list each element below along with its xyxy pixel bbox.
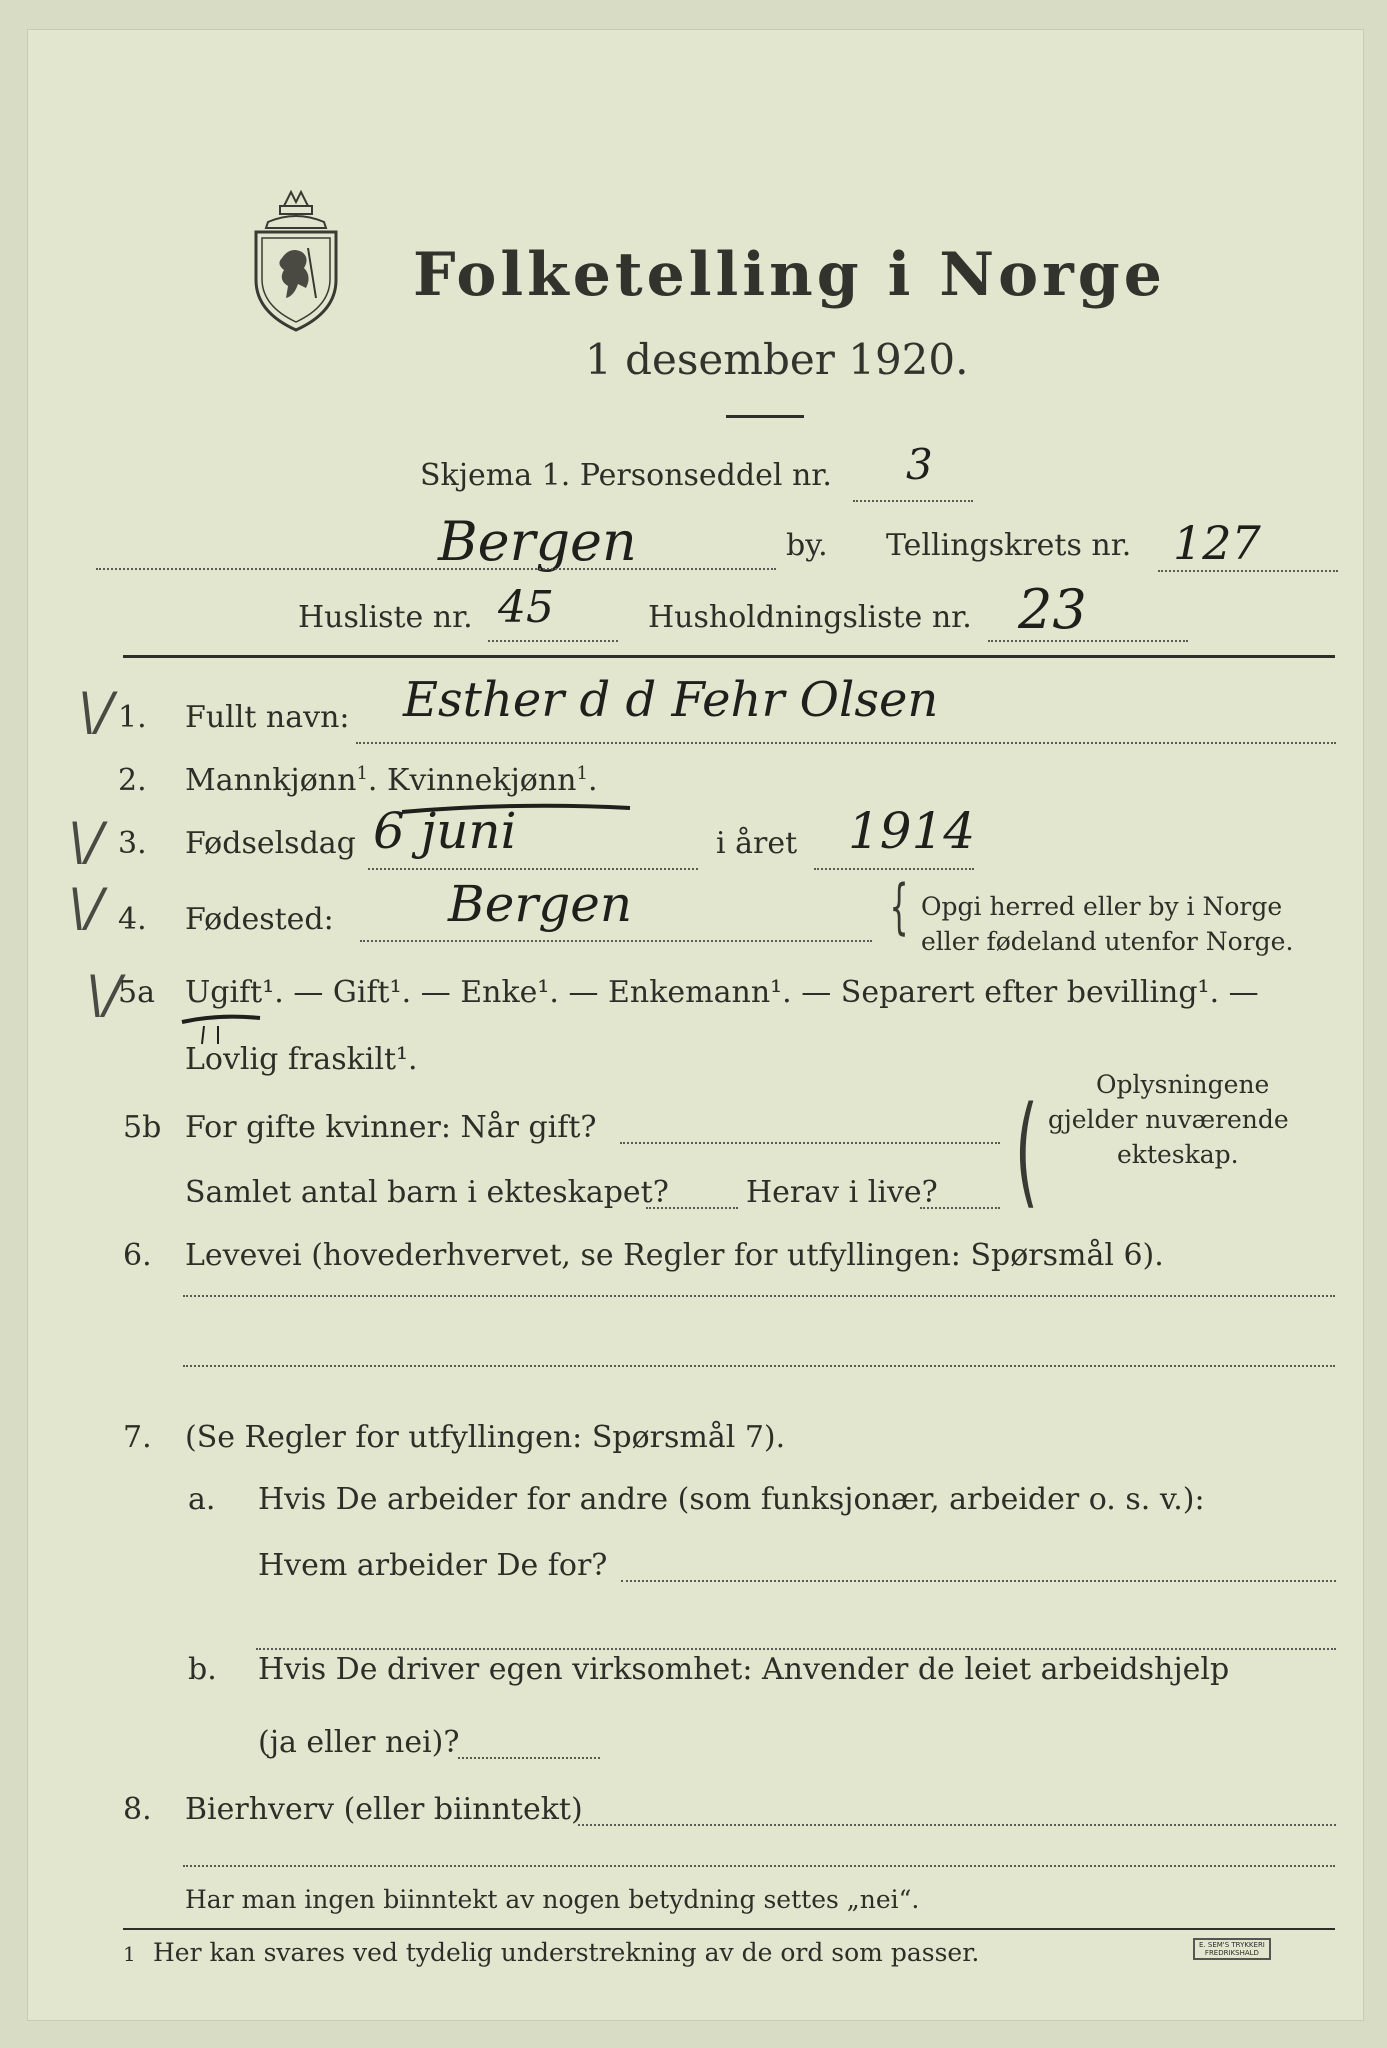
q3-label: Fødselsdag [185,826,356,861]
biinntekt-note: Har man ingen biinntekt av nogen betydning settes „nei“. [185,1885,920,1914]
husliste-number: 45 [498,582,554,633]
census-date: 1 desember 1920. [585,335,969,384]
q4-label: Fødested: [185,902,334,937]
checkmark-icon: \/ [78,682,114,742]
husholdning-number: 23 [1018,578,1087,641]
q7-number: 7. [123,1420,152,1455]
schema-number-line [853,500,973,502]
q6-label: Levevei (hovederhvervet, se Regler for utfyllingen: Spørsmål 6). [185,1238,1164,1273]
husholdning-line [988,640,1188,642]
q4-number: 4. [118,902,147,937]
husholdning-label: Husholdningsliste nr. [648,600,972,635]
q5b-note-line1: Oplysningene [1096,1070,1270,1099]
printer-stamp [1193,1938,1271,1960]
krets-label: Tellingskrets nr. [886,528,1132,563]
q4-line [360,940,872,942]
q6-number: 6. [123,1238,152,1273]
q4-answer: Bergen [448,875,633,933]
checkmark-icon: \/ [68,878,104,938]
q5a-line2: Lovlig fraskilt¹. [185,1042,418,1077]
q7a-number: a. [188,1482,216,1517]
q3-day-line [368,868,698,870]
q5b-gift-line [620,1142,1000,1144]
by-label: by. [786,528,828,563]
q6-line2 [183,1365,1335,1367]
q5b-note-line2: gjelder nuværende [1048,1105,1289,1134]
q3-day-answer: 6 juni [373,802,517,860]
footnote-text: Her kan svares ved tydelig understrekning av de ord som passer. [153,1938,980,1967]
q4-note-line2: eller fødeland utenfor Norge. [921,927,1294,956]
q5a-underline-mark [178,1012,268,1046]
q7b-number: b. [188,1652,217,1687]
q1-label: Fullt navn: [185,700,350,735]
q8-label: Bierhverv (eller biinntekt) [185,1792,583,1827]
q6-line1 [183,1295,1335,1297]
schema-label: Skjema 1. Personseddel nr. [420,458,832,493]
q7b-line2: (ja eller nei)? [258,1725,460,1760]
city-line [96,568,776,570]
q5b-note-line3: ekteskap. [1117,1140,1239,1169]
q1-number: 1. [118,700,147,735]
q7a-answer-line [621,1580,1336,1582]
printer-stamp-line2: FREDRIKSHALD [1204,1949,1259,1957]
q5b-brace: ( [1014,1082,1039,1221]
q2-female-sup: 1 [576,763,588,784]
q2-options: Mannkjønn$^1$. Kvinnekjønn$^1$. [185,763,598,798]
footnote-mark: 1 [123,1942,136,1966]
q5a-number: 5a [118,975,155,1010]
coat-of-arms-icon [246,188,346,333]
title-divider [726,415,804,418]
q3-year-line [814,868,974,870]
q7-label: (Se Regler for utfyllingen: Spørsmål 7). [185,1420,786,1455]
q3-year-answer: 1914 [848,802,976,860]
form-title: Folketelling i Norge [413,240,1166,310]
census-form [28,30,1363,2020]
q7a-answer-line2 [256,1648,1336,1650]
q7a-line2: Hvem arbeider De for? [258,1548,608,1583]
husliste-line [488,640,618,642]
husliste-label: Husliste nr. [298,600,473,635]
q5a-line1: Ugift¹. — Gift¹. — Enke¹. — Enkemann¹. — Separert efter bevilling¹. — [185,975,1259,1010]
checkmark-icon: \/ [68,812,104,872]
q1-answer: Esther d d Fehr Olsen [403,672,939,728]
q4-note-line1: Opgi herred eller by i Norge [921,892,1283,921]
q2-female: Kvinnekjønn [386,763,577,798]
q7b-line1: Hvis De driver egen virksomhet: Anvender de leiet arbeidshjelp [258,1652,1230,1687]
q2-number: 2. [118,763,147,798]
printer-stamp-line1: E. SEM'S TRYKKERI [1199,1941,1265,1949]
q4-brace: { [889,872,909,942]
q5b-line2a: Samlet antal barn i ekteskapet? [185,1175,669,1210]
q7a-line1: Hvis De arbeider for andre (som funksjonær, arbeider o. s. v.): [258,1482,1205,1517]
q5b-barn-line [646,1207,738,1209]
q3-number: 3. [118,826,147,861]
q2-male: Mannkjønn [185,763,357,798]
q7b-answer-line [458,1757,600,1759]
q8-number: 8. [123,1792,152,1827]
krets-line [1158,570,1338,572]
q8-line2 [183,1865,1335,1867]
checkmark-icon: \/ [86,965,122,1025]
q8-line1 [578,1824,1336,1826]
q1-line [356,742,1336,744]
header-rule [123,655,1335,658]
q5b-line2b: Herav i live? [746,1175,938,1210]
krets-number: 127 [1173,516,1261,570]
q5b-live-line [920,1207,1000,1209]
q5b-number: 5b [123,1110,162,1145]
q3-year-label: i året [716,826,798,861]
q5b-line1: For gifte kvinner: Når gift? [185,1110,597,1145]
schema-number: 3 [906,440,933,489]
footnote-rule [123,1928,1335,1930]
q2-male-sup: 1 [356,763,368,784]
city-answer: Bergen [438,510,637,573]
